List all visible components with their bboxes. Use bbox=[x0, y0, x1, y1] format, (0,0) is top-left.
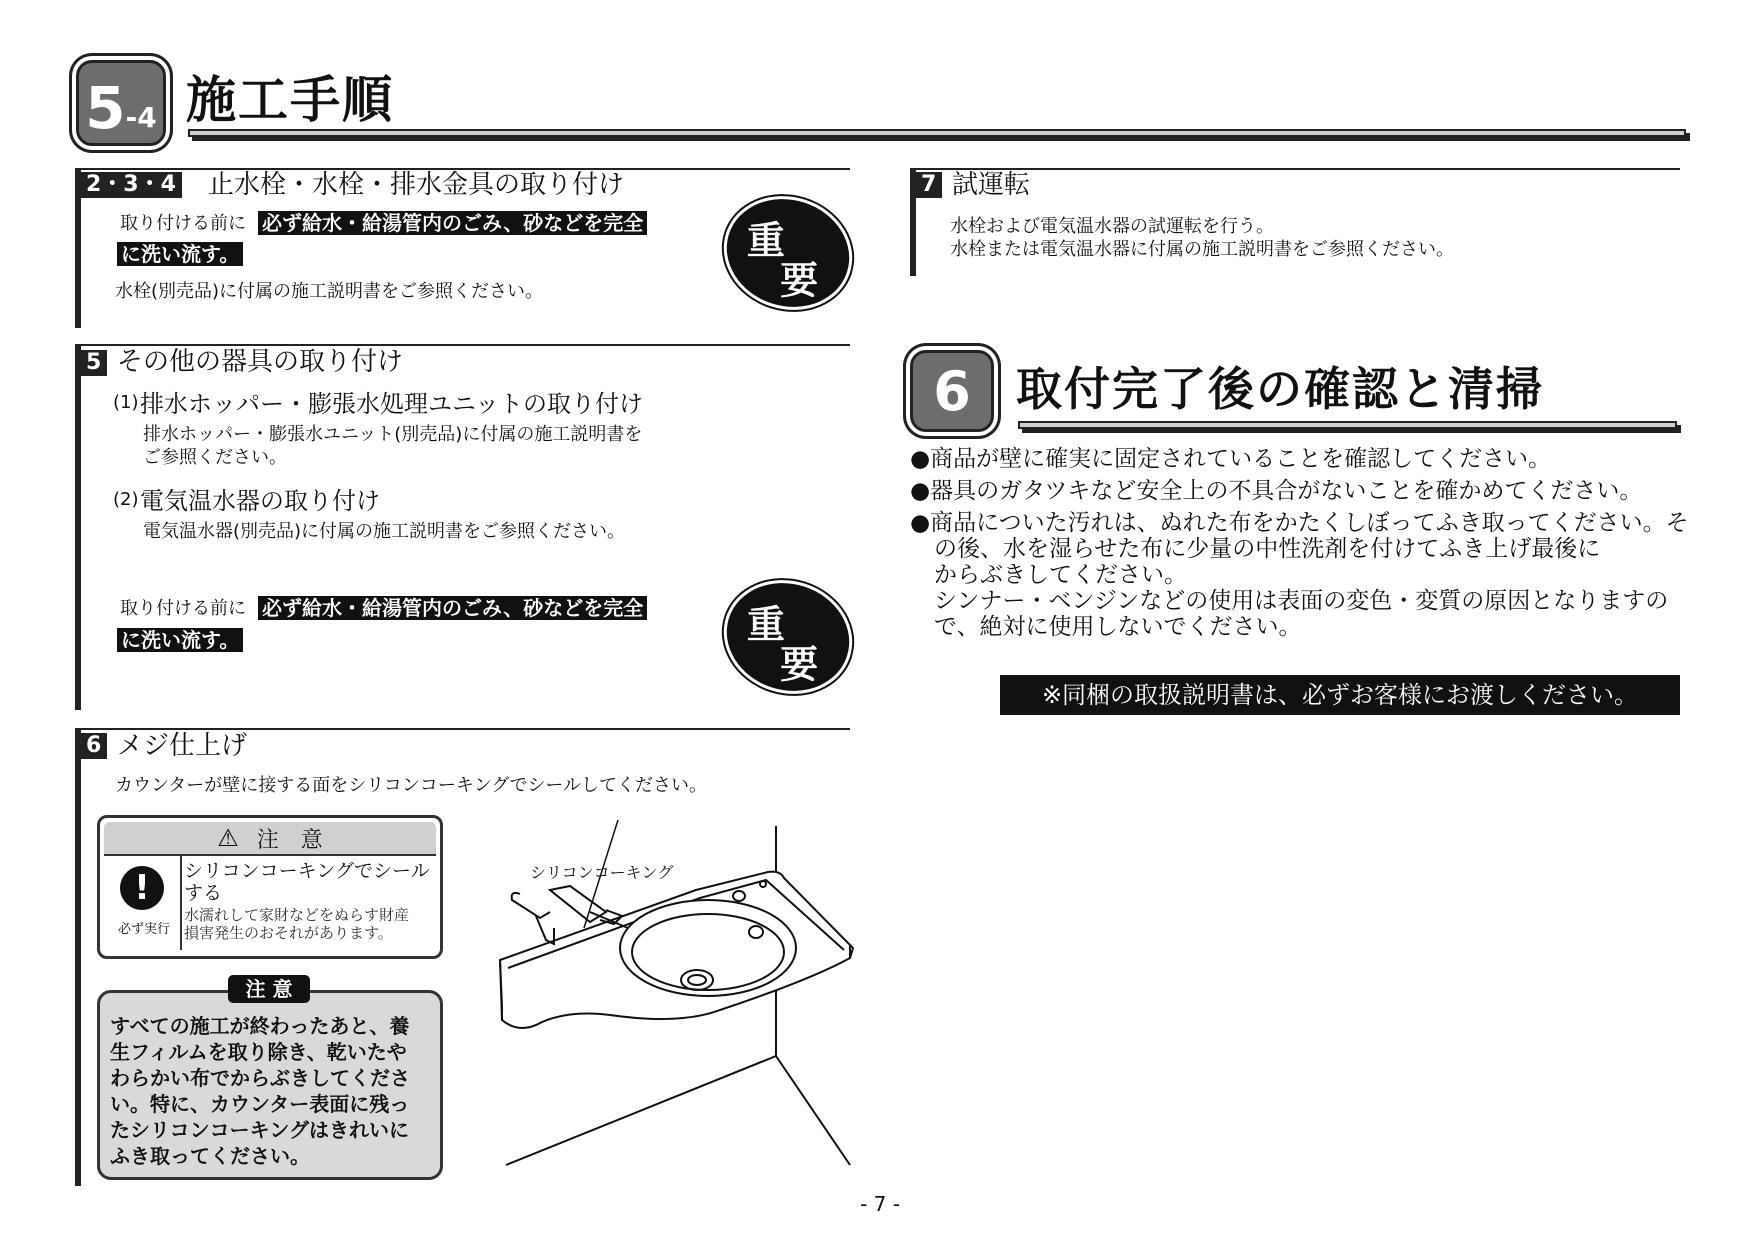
note-line: たシリコンコーキングはきれいに bbox=[110, 1118, 409, 1142]
warning-icon: ⚠ bbox=[217, 824, 239, 852]
caution-box bbox=[97, 815, 443, 959]
note-tag: 注 意 bbox=[228, 975, 310, 1003]
caution-header bbox=[104, 822, 436, 856]
caution-header-label: 注 意 bbox=[256, 827, 323, 853]
sec5-item1-number: (1) bbox=[113, 392, 139, 413]
chapter-sub-number: -4 bbox=[125, 101, 157, 134]
sec234-note: 水栓(別売品)に付属の施工説明書をご参照ください。 bbox=[115, 281, 544, 302]
sec234-warning-line2: に洗い流す。 bbox=[117, 242, 243, 266]
chapter6-badge bbox=[910, 350, 994, 432]
counter-illustration bbox=[450, 820, 860, 1170]
sec7-number: 7 bbox=[915, 172, 942, 198]
note-line: 生フィルムを取り除き、乾いたや bbox=[110, 1040, 407, 1064]
sec5-before-label: 取り付ける前に bbox=[120, 598, 246, 619]
sec6-bar bbox=[75, 728, 81, 1186]
chapter6-number: 6 bbox=[933, 359, 971, 423]
sec5-item1-title: 排水ホッパー・膨張水処理ユニットの取り付け bbox=[140, 390, 644, 418]
note-line: い。特に、カウンター表面に残っ bbox=[110, 1092, 410, 1116]
must-do-column bbox=[104, 856, 182, 950]
caulking-label: シリコンコーキング bbox=[530, 863, 674, 882]
important-mark: 重 要 bbox=[713, 183, 864, 322]
page-number: - 7 - bbox=[860, 1192, 900, 1216]
chapter-title: 施工手順 bbox=[186, 71, 394, 129]
sec5-bar bbox=[75, 344, 81, 710]
chapter-badge bbox=[76, 60, 166, 146]
caution-body-line2: 損害発生のおそれがあります。 bbox=[184, 924, 393, 942]
sec234-before-label: 取り付ける前に bbox=[120, 213, 246, 234]
sec234-title: 止水栓・水栓・排水金具の取り付け bbox=[208, 170, 625, 200]
sec234-number: 2・3・4 bbox=[80, 172, 182, 198]
sec234-warning-line1: 必ず給水・給湯管内のごみ、砂などを完全 bbox=[258, 211, 647, 235]
sec5-item1-line1: 排水ホッパー・膨張水ユニット(別売品)に付属の施工説明書を bbox=[143, 424, 643, 445]
bullet-continuation-line: で、絶対に使用しないでください。 bbox=[934, 614, 1302, 640]
sec5-number: 5 bbox=[80, 350, 107, 376]
chapter-number: 5 bbox=[85, 74, 126, 142]
note-box bbox=[97, 990, 443, 1180]
sec5-warning-line2: に洗い流す。 bbox=[117, 628, 243, 652]
handover-notice: ※同梱の取扱説明書は、必ずお客様にお渡しください。 bbox=[1000, 675, 1680, 715]
sec6-description: カウンターが壁に接する面をシリコンコーキングでシールしてください。 bbox=[115, 775, 708, 796]
sec5-item2-title: 電気温水器の取り付け bbox=[140, 487, 380, 515]
chapter6-title: 取付完了後の確認と清掃 bbox=[1016, 362, 1544, 416]
sec5-item2-line1: 電気温水器(別売品)に付属の施工説明書をご参照ください。 bbox=[143, 521, 626, 542]
sec5-item2-number: (2) bbox=[113, 489, 139, 510]
caution-title-line1: シリコンコーキングでシール bbox=[184, 860, 430, 882]
sec7-line1: 水栓および電気温水器の試運転を行う。 bbox=[950, 216, 1274, 237]
caution-title-line2: する bbox=[184, 882, 223, 904]
must-do-label: 必ず実行 bbox=[117, 922, 170, 937]
sec5-rule bbox=[75, 344, 850, 346]
note-text bbox=[110, 1013, 410, 1169]
header-rule bbox=[188, 129, 1686, 137]
caution-body-line1: 水濡れして家財などをぬらす財産 bbox=[184, 906, 410, 924]
note-line: ふき取ってください。 bbox=[110, 1144, 310, 1168]
sec6-rule bbox=[75, 728, 850, 730]
exclamation-icon: ! bbox=[120, 866, 164, 910]
sec5-item1-line2: ご参照ください。 bbox=[143, 447, 287, 468]
bullet-continuation-line: シンナー・ベンジンなどの使用は表面の変色・変質の原因となりますの bbox=[934, 588, 1669, 614]
bullet-item: ●商品が壁に確実に固定されていることを確認してください。 bbox=[910, 446, 1552, 472]
bullet-item: ●商品についた汚れは、ぬれた布をかたくしぼってふき取ってください。そ bbox=[910, 510, 1689, 536]
note-line: すべての施工が終わったあと、養 bbox=[110, 1014, 410, 1038]
note-line: わらかい布でからぶきしてくださ bbox=[110, 1066, 410, 1090]
chapter6-rule bbox=[1018, 421, 1677, 429]
important-mark: 重 要 bbox=[713, 567, 864, 706]
sec5-warning-line1: 必ず給水・給湯管内のごみ、砂などを完全 bbox=[258, 596, 647, 620]
sec5-title: その他の器具の取り付け bbox=[117, 347, 404, 377]
sec7-title: 試運転 bbox=[952, 170, 1031, 200]
sec7-line2: 水栓または電気温水器に付属の施工説明書をご参照ください。 bbox=[950, 239, 1454, 260]
bullet-item: ●器具のガタツキなど安全上の不具合がないことを確かめてください。 bbox=[910, 478, 1643, 504]
bullet-continuation-line: からぶきしてください。 bbox=[934, 562, 1187, 588]
sec6-title: メジ仕上げ bbox=[117, 731, 248, 761]
bullet-continuation-line: の後、水を湿らせた布に少量の中性洗剤を付けてふき上げ最後に bbox=[934, 536, 1601, 562]
sec6-number: 6 bbox=[80, 733, 107, 759]
